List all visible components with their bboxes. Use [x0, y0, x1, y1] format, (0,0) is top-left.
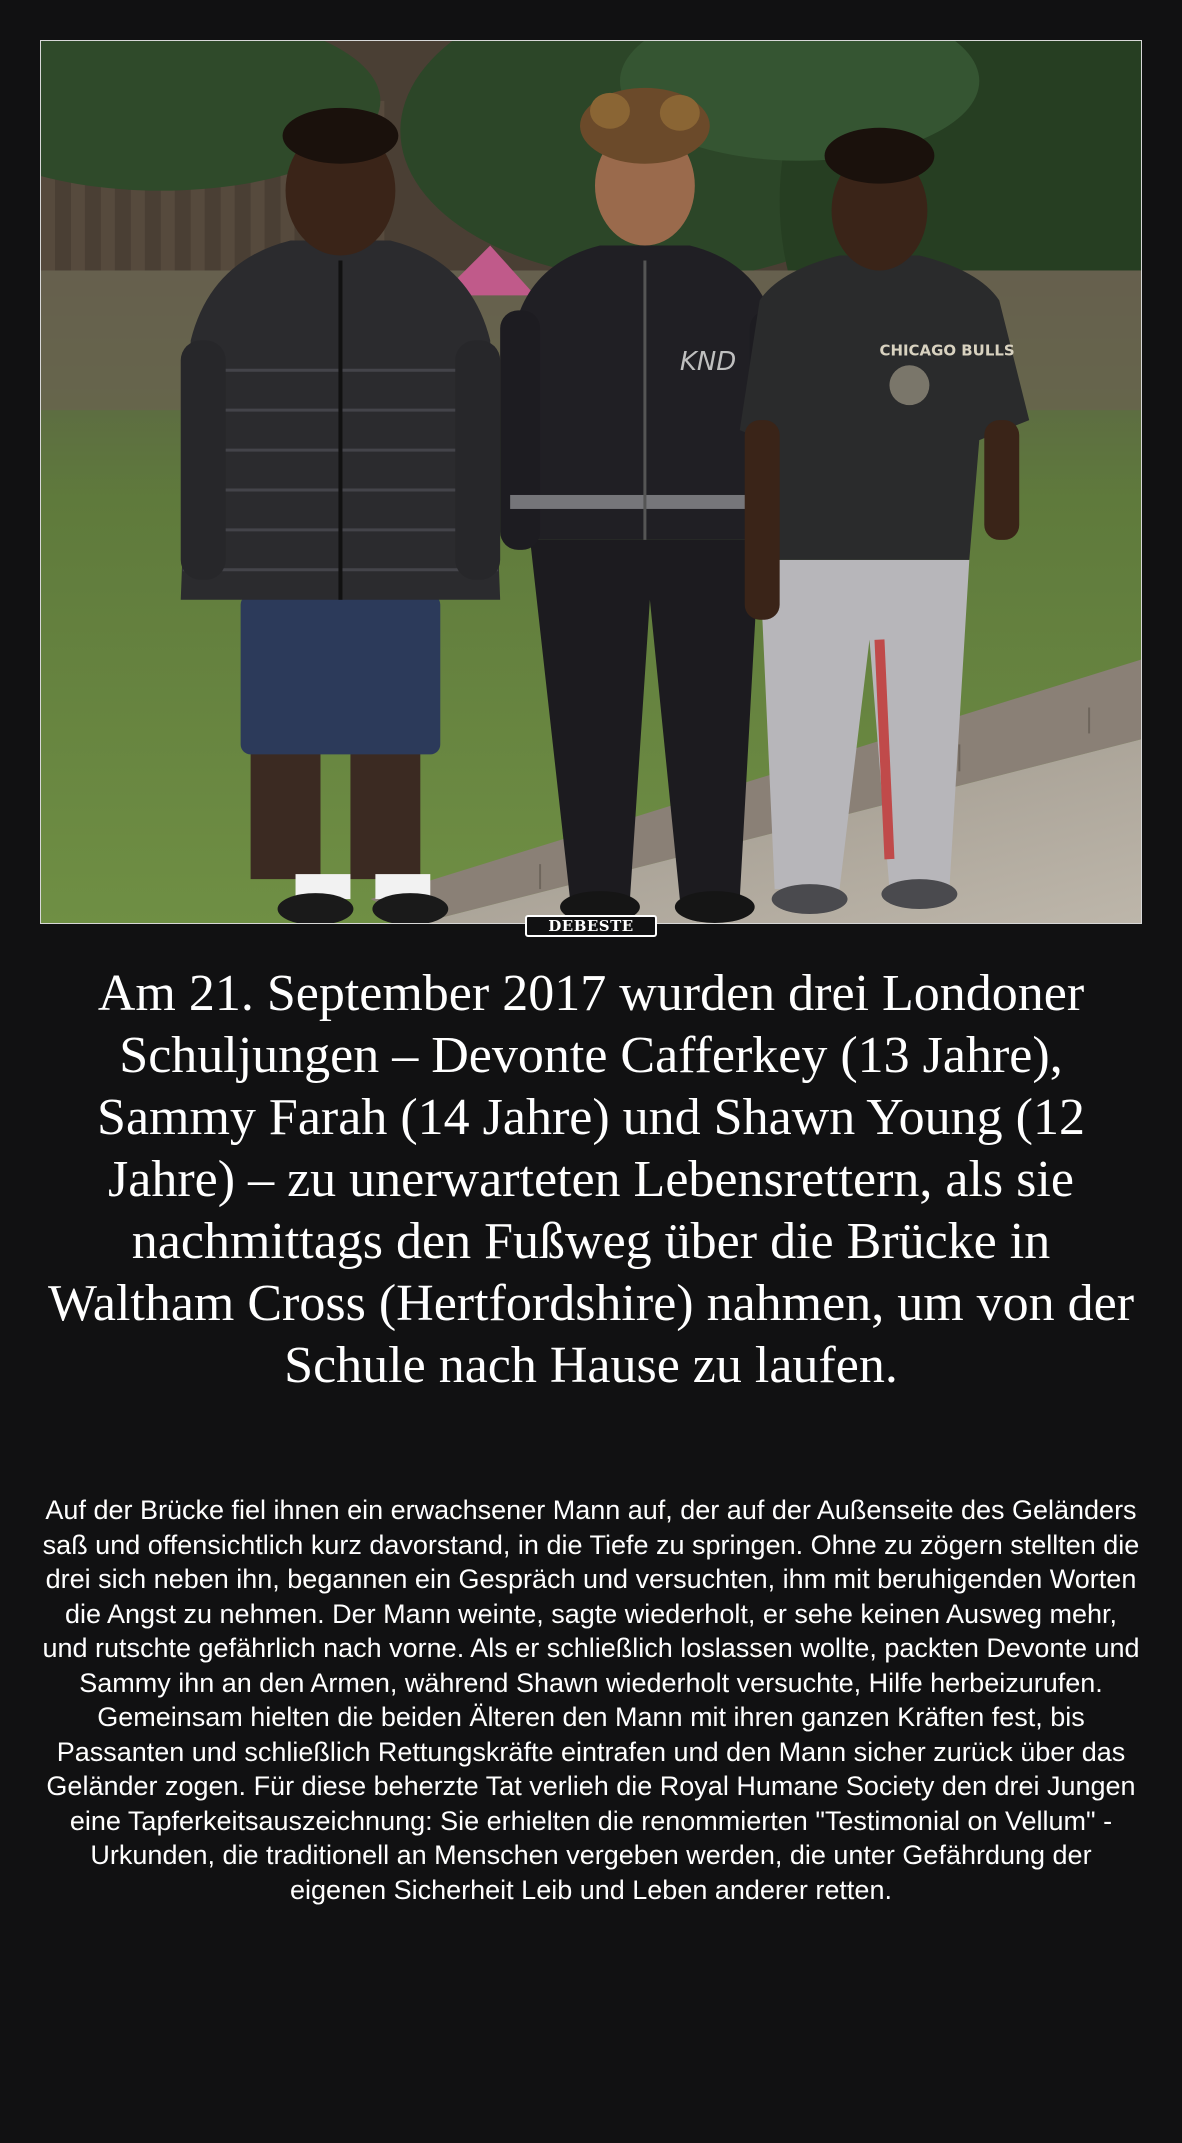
shirt-print: CHICAGO BULLS [879, 341, 1015, 360]
photo-illustration [41, 41, 1141, 923]
headline: Am 21. September 2017 wurden drei Londoner Schuljungen – Devonte Cafferkey (13 Jahre), Sammy Farah (14 Jahre) und Shawn Young (12 Jahre) – zu unerwarteten Lebensrettern, als sie nachmittags den Fußweg über die Brücke in Waltham Cross (Hertfordshire) nahmen, um von der Schule nach Hause zu laufen. [47, 965, 1135, 1394]
body-text: Auf der Brücke fiel ihnen ein erwachsener Mann auf, der auf der Außenseite des Geländers saß und offensichtlich kurz davorstand, in die Tiefe zu springen. Ohne zu zögern stellten die drei sich neben ihn, begannen ein Gespräch und versuchten, ihm mit beruhigenden Worten die Angst zu nehmen. Der Mann weinte, sagte wiederholt, er sehe keinen Ausweg mehr, und rutschte gefährlich nach vorne. Als er schließlich loslassen wollte, packten Devonte und Sammy ihn an den Armen, während Shawn wiederholt versuchte, Hilfe herbeizurufen. Gemeinsam hielten die beiden Älteren den Mann mit ihren ganzen Kräften fest, bis Passanten und schließlich Rettungskräfte eintrafen und den Mann sicher zurück über das Geländer zogen. Für diese beherzte Tat verlieh die Royal Humane Society den drei Jungen eine Tapferkeitsauszeichnung: Sie erhielten die renommierten "Testimonial on Vellum" - Urkunden, die traditionell an Menschen vergeben werden, die unter Gefährdung der eigenen Sicherheit Leib und Leben anderer retten. [42, 1495, 1140, 1905]
jacket-logo: KND [679, 347, 737, 378]
watermark-logo: DEBESTE [525, 915, 657, 937]
photo-three-boys [40, 40, 1142, 924]
navy-shorts [241, 595, 441, 755]
